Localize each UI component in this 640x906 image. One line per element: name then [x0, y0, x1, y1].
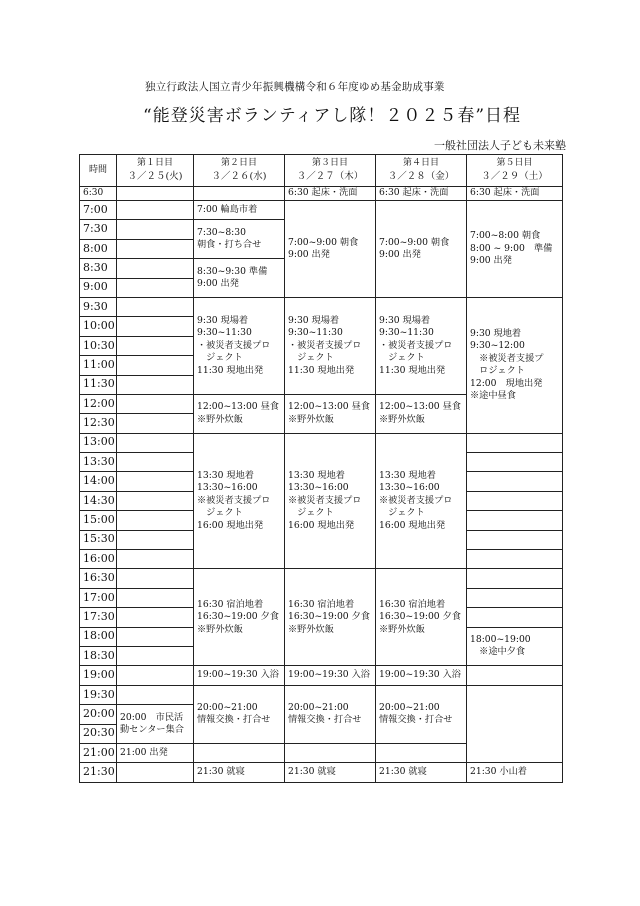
day-header-3: 第３日目 ３／２７（木）: [285, 155, 376, 187]
day3-am-work: 9:30 現場着 9:30~11:30 ・被災者支援プロ ジェクト 11:30 現地出発: [285, 297, 376, 394]
empty-cell: [117, 453, 194, 472]
empty-cell: [285, 743, 376, 762]
empty-cell: [117, 201, 194, 220]
day5-am-work: 9:30 現地着 9:30~12:00 ※被災者支援プ ロジェクト 12:00 現地出発 ※途中昼食: [467, 297, 563, 433]
empty-cell: [117, 433, 194, 452]
empty-cell: [467, 511, 563, 530]
table-row: [80, 297, 563, 316]
table-header-row: [80, 155, 563, 187]
day-header-4: 第４日目 ３／２８（金）: [376, 155, 467, 187]
empty-cell: [117, 763, 194, 782]
day2-bed: 21:30 就寝: [194, 763, 285, 782]
table-row: [80, 569, 563, 588]
empty-cell: [117, 627, 194, 646]
time-cell: 12:30: [80, 414, 117, 433]
empty-cell: [467, 453, 563, 472]
empty-cell: [117, 550, 194, 569]
time-cell: 14:00: [80, 472, 117, 491]
table-row: [80, 685, 563, 704]
time-cell: 13:00: [80, 433, 117, 452]
time-cell: 12:00: [80, 394, 117, 413]
day-header-5: 第５日目 ３／２９（土）: [467, 155, 563, 187]
time-cell: 19:00: [80, 666, 117, 685]
empty-cell: [376, 743, 467, 762]
sponsor-line: 独立行政法人国立青少年振興機構令和６年度ゆめ基金助成事業: [145, 81, 445, 93]
empty-cell: [117, 297, 194, 316]
empty-cell: [467, 550, 563, 569]
day5-arrive: 21:30 小山着: [467, 763, 563, 782]
time-cell: 10:30: [80, 336, 117, 355]
day4-wake: 6:30 起床・洗面: [376, 187, 467, 201]
time-header: 時間: [80, 155, 117, 187]
time-cell: 6:30: [80, 187, 117, 201]
time-cell: 11:00: [80, 356, 117, 375]
time-cell: 8:00: [80, 239, 117, 258]
day1-depart: 21:00 出発: [117, 743, 194, 762]
day4-bath: 19:00~19:30 入浴: [376, 666, 467, 685]
day4-pm-work: 13:30 現地着 13:30~16:00 ※被災者支援プロ ジェクト 16:00 現地出発: [376, 433, 467, 569]
day4-lunch: 12:00~13:00 昼食 ※野外炊飯: [376, 394, 467, 433]
time-cell: 20:30: [80, 724, 117, 743]
day1-meeting: 20:00 市民活動センター集合: [117, 705, 194, 744]
empty-cell: [467, 472, 563, 491]
time-cell: 21:30: [80, 763, 117, 782]
day3-lunch: 12:00~13:00 昼食 ※野外炊飯: [285, 394, 376, 433]
empty-cell: [467, 491, 563, 510]
day2-pm-work: 13:30 現地着 13:30~16:00 ※被災者支援プロ ジェクト 16:00 現地出発: [194, 433, 285, 569]
empty-cell: [467, 433, 563, 452]
empty-cell: [194, 743, 285, 762]
table-row: [80, 187, 563, 201]
empty-cell: [117, 646, 194, 665]
table-row: [80, 763, 563, 782]
day4-am-work: 9:30 現場着 9:30~11:30 ・被災者支援プロ ジェクト 11:30 現地出発: [376, 297, 467, 394]
time-cell: 11:30: [80, 375, 117, 394]
empty-cell: [467, 588, 563, 607]
empty-cell: [117, 317, 194, 336]
day2-meeting: 20:00~21:00 情報交換・打合せ: [194, 685, 285, 743]
empty-cell: [467, 608, 563, 627]
time-cell: 15:30: [80, 530, 117, 549]
time-cell: 14:30: [80, 491, 117, 510]
time-cell: 7:30: [80, 220, 117, 239]
day2-arrive: 7:00 輪島市着: [194, 201, 285, 220]
time-cell: 16:30: [80, 569, 117, 588]
empty-cell: [467, 666, 563, 685]
time-cell: 18:00: [80, 627, 117, 646]
time-cell: 16:00: [80, 550, 117, 569]
time-cell: 21:00: [80, 743, 117, 762]
table-row: [80, 201, 563, 220]
empty-cell: [467, 569, 563, 588]
day5-breakfast: 7:00~8:00 朝食 8:00 ~ 9:00 準備 9:00 出発: [467, 201, 563, 298]
organization-name: 一般社団法人子ども未来塾: [434, 139, 566, 152]
empty-cell: [117, 336, 194, 355]
time-cell: 8:30: [80, 259, 117, 278]
day3-pm-work: 13:30 現地着 13:30~16:00 ※被災者支援プロ ジェクト 16:00 現地出発: [285, 433, 376, 569]
day4-breakfast: 7:00~9:00 朝食 9:00 出発: [376, 201, 467, 298]
day5-wake: 6:30 起床・洗面: [467, 187, 563, 201]
time-cell: 10:00: [80, 317, 117, 336]
page-title: “能登災害ボランティアし隊！２０２５春”日程: [143, 106, 522, 126]
time-cell: 18:30: [80, 646, 117, 665]
empty-cell: [117, 511, 194, 530]
day3-meeting: 20:00~21:00 情報交換・打合せ: [285, 685, 376, 743]
empty-cell: [117, 394, 194, 413]
table-row: [80, 666, 563, 685]
day3-breakfast: 7:00~9:00 朝食 9:00 出発: [285, 201, 376, 298]
empty-cell: [117, 220, 194, 239]
empty-cell: [117, 356, 194, 375]
time-cell: 20:00: [80, 705, 117, 724]
empty-cell: [117, 259, 194, 278]
time-cell: 9:00: [80, 278, 117, 297]
day4-evening: 16:30 宿泊地着 16:30~19:00 夕食 ※野外炊飯: [376, 569, 467, 666]
empty-cell: [117, 608, 194, 627]
empty-cell: [117, 685, 194, 704]
empty-cell: [117, 375, 194, 394]
day2-lunch: 12:00~13:00 昼食 ※野外炊飯: [194, 394, 285, 433]
empty-cell: [117, 414, 194, 433]
day3-evening: 16:30 宿泊地着 16:30~19:00 夕食 ※野外炊飯: [285, 569, 376, 666]
empty-cell: [467, 685, 563, 763]
schedule-table: [79, 154, 563, 783]
time-cell: 7:00: [80, 201, 117, 220]
day3-bed: 21:30 就寝: [285, 763, 376, 782]
day-header-1: 第１日目 ３／２５(火): [117, 155, 194, 187]
time-cell: 19:30: [80, 685, 117, 704]
time-cell: 9:30: [80, 297, 117, 316]
empty-cell: [117, 491, 194, 510]
empty-cell: [117, 472, 194, 491]
time-cell: 17:30: [80, 608, 117, 627]
empty-cell: [467, 530, 563, 549]
day2-am-work: 9:30 現場着 9:30~11:30 ・被災者支援プロ ジェクト 11:30 現地出発: [194, 297, 285, 394]
empty-cell: [117, 187, 194, 201]
empty-cell: [194, 187, 285, 201]
day4-meeting: 20:00~21:00 情報交換・打合せ: [376, 685, 467, 743]
day2-evening: 16:30 宿泊地着 16:30~19:00 夕食 ※野外炊飯: [194, 569, 285, 666]
day2-breakfast: 7:30~8:30 朝食・打ち合せ: [194, 220, 285, 259]
table-row: [80, 433, 563, 452]
empty-cell: [117, 569, 194, 588]
day3-wake: 6:30 起床・洗面: [285, 187, 376, 201]
empty-cell: [117, 278, 194, 297]
empty-cell: [117, 530, 194, 549]
empty-cell: [117, 588, 194, 607]
day2-bath: 19:00~19:30 入浴: [194, 666, 285, 685]
day4-bed: 21:30 就寝: [376, 763, 467, 782]
time-cell: 17:00: [80, 588, 117, 607]
empty-cell: [117, 239, 194, 258]
day-header-2: 第２日目 ３／２６(水): [194, 155, 285, 187]
day5-evening: 18:00~19:00 ※途中夕食: [467, 627, 563, 666]
day2-prepare: 8:30~9:30 準備 9:00 出発: [194, 259, 285, 298]
time-cell: 15:00: [80, 511, 117, 530]
time-cell: 13:30: [80, 453, 117, 472]
empty-cell: [117, 666, 194, 685]
day3-bath: 19:00~19:30 入浴: [285, 666, 376, 685]
